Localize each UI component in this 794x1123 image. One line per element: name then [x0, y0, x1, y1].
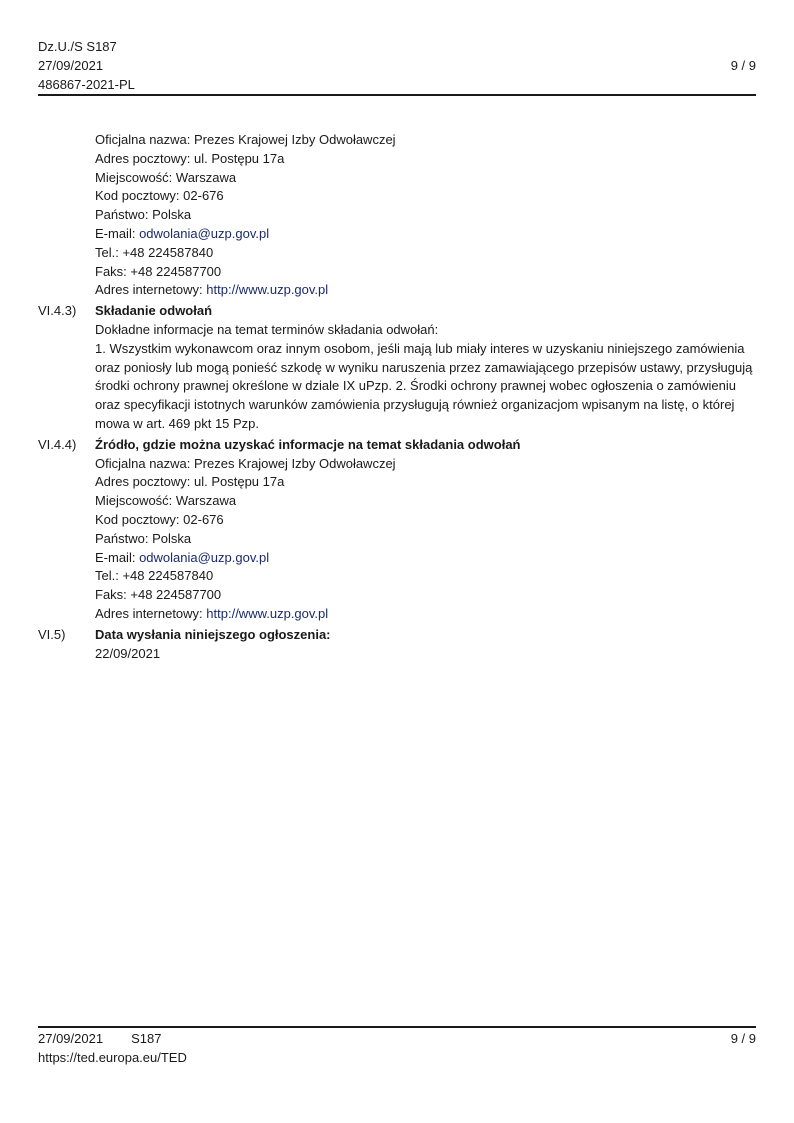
section-number: VI.5): [38, 626, 66, 642]
phone: Tel.: +48 224587840: [95, 568, 214, 584]
footer-url: https://ted.europa.eu/TED: [38, 1050, 187, 1065]
website-line: [95, 605, 756, 624]
review-body-block: [38, 131, 756, 300]
postal-address: Adres pocztowy: ul. Postępu 17a: [95, 150, 285, 166]
section-title: Składanie odwołań: [95, 303, 213, 319]
country: Państwo: Polska: [95, 207, 192, 223]
footer-divider: [38, 1026, 756, 1028]
email-link[interactable]: odwolania@uzp.gov.pl: [139, 225, 270, 241]
email-line: [95, 225, 756, 244]
email-link[interactable]: odwolania@uzp.gov.pl: [139, 549, 270, 565]
fax: Faks: +48 224587700: [95, 587, 222, 603]
header-divider: [38, 94, 756, 96]
website-label: Adres internetowy:: [95, 605, 207, 621]
fax: Faks: +48 224587700: [95, 263, 222, 279]
section-title: Data wysłania niniejszego ogłoszenia:: [95, 626, 331, 642]
journal-ref: Dz.U./S S187: [38, 39, 117, 54]
footer-date: 27/09/2021: [38, 1031, 104, 1046]
page-header: [38, 37, 756, 94]
section-number: VI.4.4): [38, 436, 77, 452]
section-vi-4-3: [38, 302, 756, 434]
dispatch-date: 22/09/2021: [95, 645, 161, 661]
town: Miejscowość: Warszawa: [95, 169, 237, 185]
website-link[interactable]: http://www.uzp.gov.pl: [206, 282, 329, 298]
email-label: E-mail:: [95, 225, 140, 241]
section-body: 1. Wszystkim wykonawcom oraz innym osobom, jeśli mają lub miały interes w uzyskaniu niniejszego zamówienia oraz poniosły lub mogą ponieść szkodę w wyniku naruszenia przez zamawiającego przepisów ustawy, przysługują środki ochrony prawnej określone w dziale IX uPzp. 2. Środki ochrony prawnej wobec ogłoszenia o zamówieniu oraz specyfikacji istotnych warunków zamówienia przysługują również organizacjom wpisanym na listę, o której mowa w art. 469 pkt 15 Pzp.: [95, 340, 753, 431]
email-line: [95, 549, 756, 568]
website-line: [95, 281, 756, 300]
header-page-number: 9 / 9: [730, 58, 756, 73]
official-name: Oficjalna nazwa: Prezes Krajowej Izby Odwoławczej: [95, 132, 396, 147]
phone: Tel.: +48 224587840: [95, 244, 214, 260]
postal-code: Kod pocztowy: 02-676: [95, 188, 224, 204]
postal-address: Adres pocztowy: ul. Postępu 17a: [95, 474, 285, 490]
section-intro: Dokładne informacje na temat terminów składania odwołań:: [95, 321, 439, 337]
website-label: Adres internetowy:: [95, 282, 207, 298]
section-vi-5: [38, 626, 756, 664]
postal-code: Kod pocztowy: 02-676: [95, 511, 224, 527]
header-date: 27/09/2021: [38, 58, 104, 73]
footer-supplement: S187: [131, 1031, 162, 1046]
section-vi-4-4: [38, 436, 756, 624]
section-number: VI.4.3): [38, 303, 77, 319]
document-body: [38, 131, 756, 663]
email-label: E-mail:: [95, 549, 140, 565]
page-footer: [38, 1029, 756, 1067]
website-link[interactable]: http://www.uzp.gov.pl: [206, 605, 329, 621]
town: Miejscowość: Warszawa: [95, 493, 237, 509]
section-title: Źródło, gdzie można uzyskać informacje na temat składania odwołań: [95, 436, 521, 452]
country: Państwo: Polska: [95, 530, 192, 546]
notice-id: 486867-2021-PL: [38, 77, 135, 92]
footer-page-number: 9 / 9: [730, 1031, 756, 1046]
official-name: Oficjalna nazwa: Prezes Krajowej Izby Odwoławczej: [95, 455, 396, 471]
